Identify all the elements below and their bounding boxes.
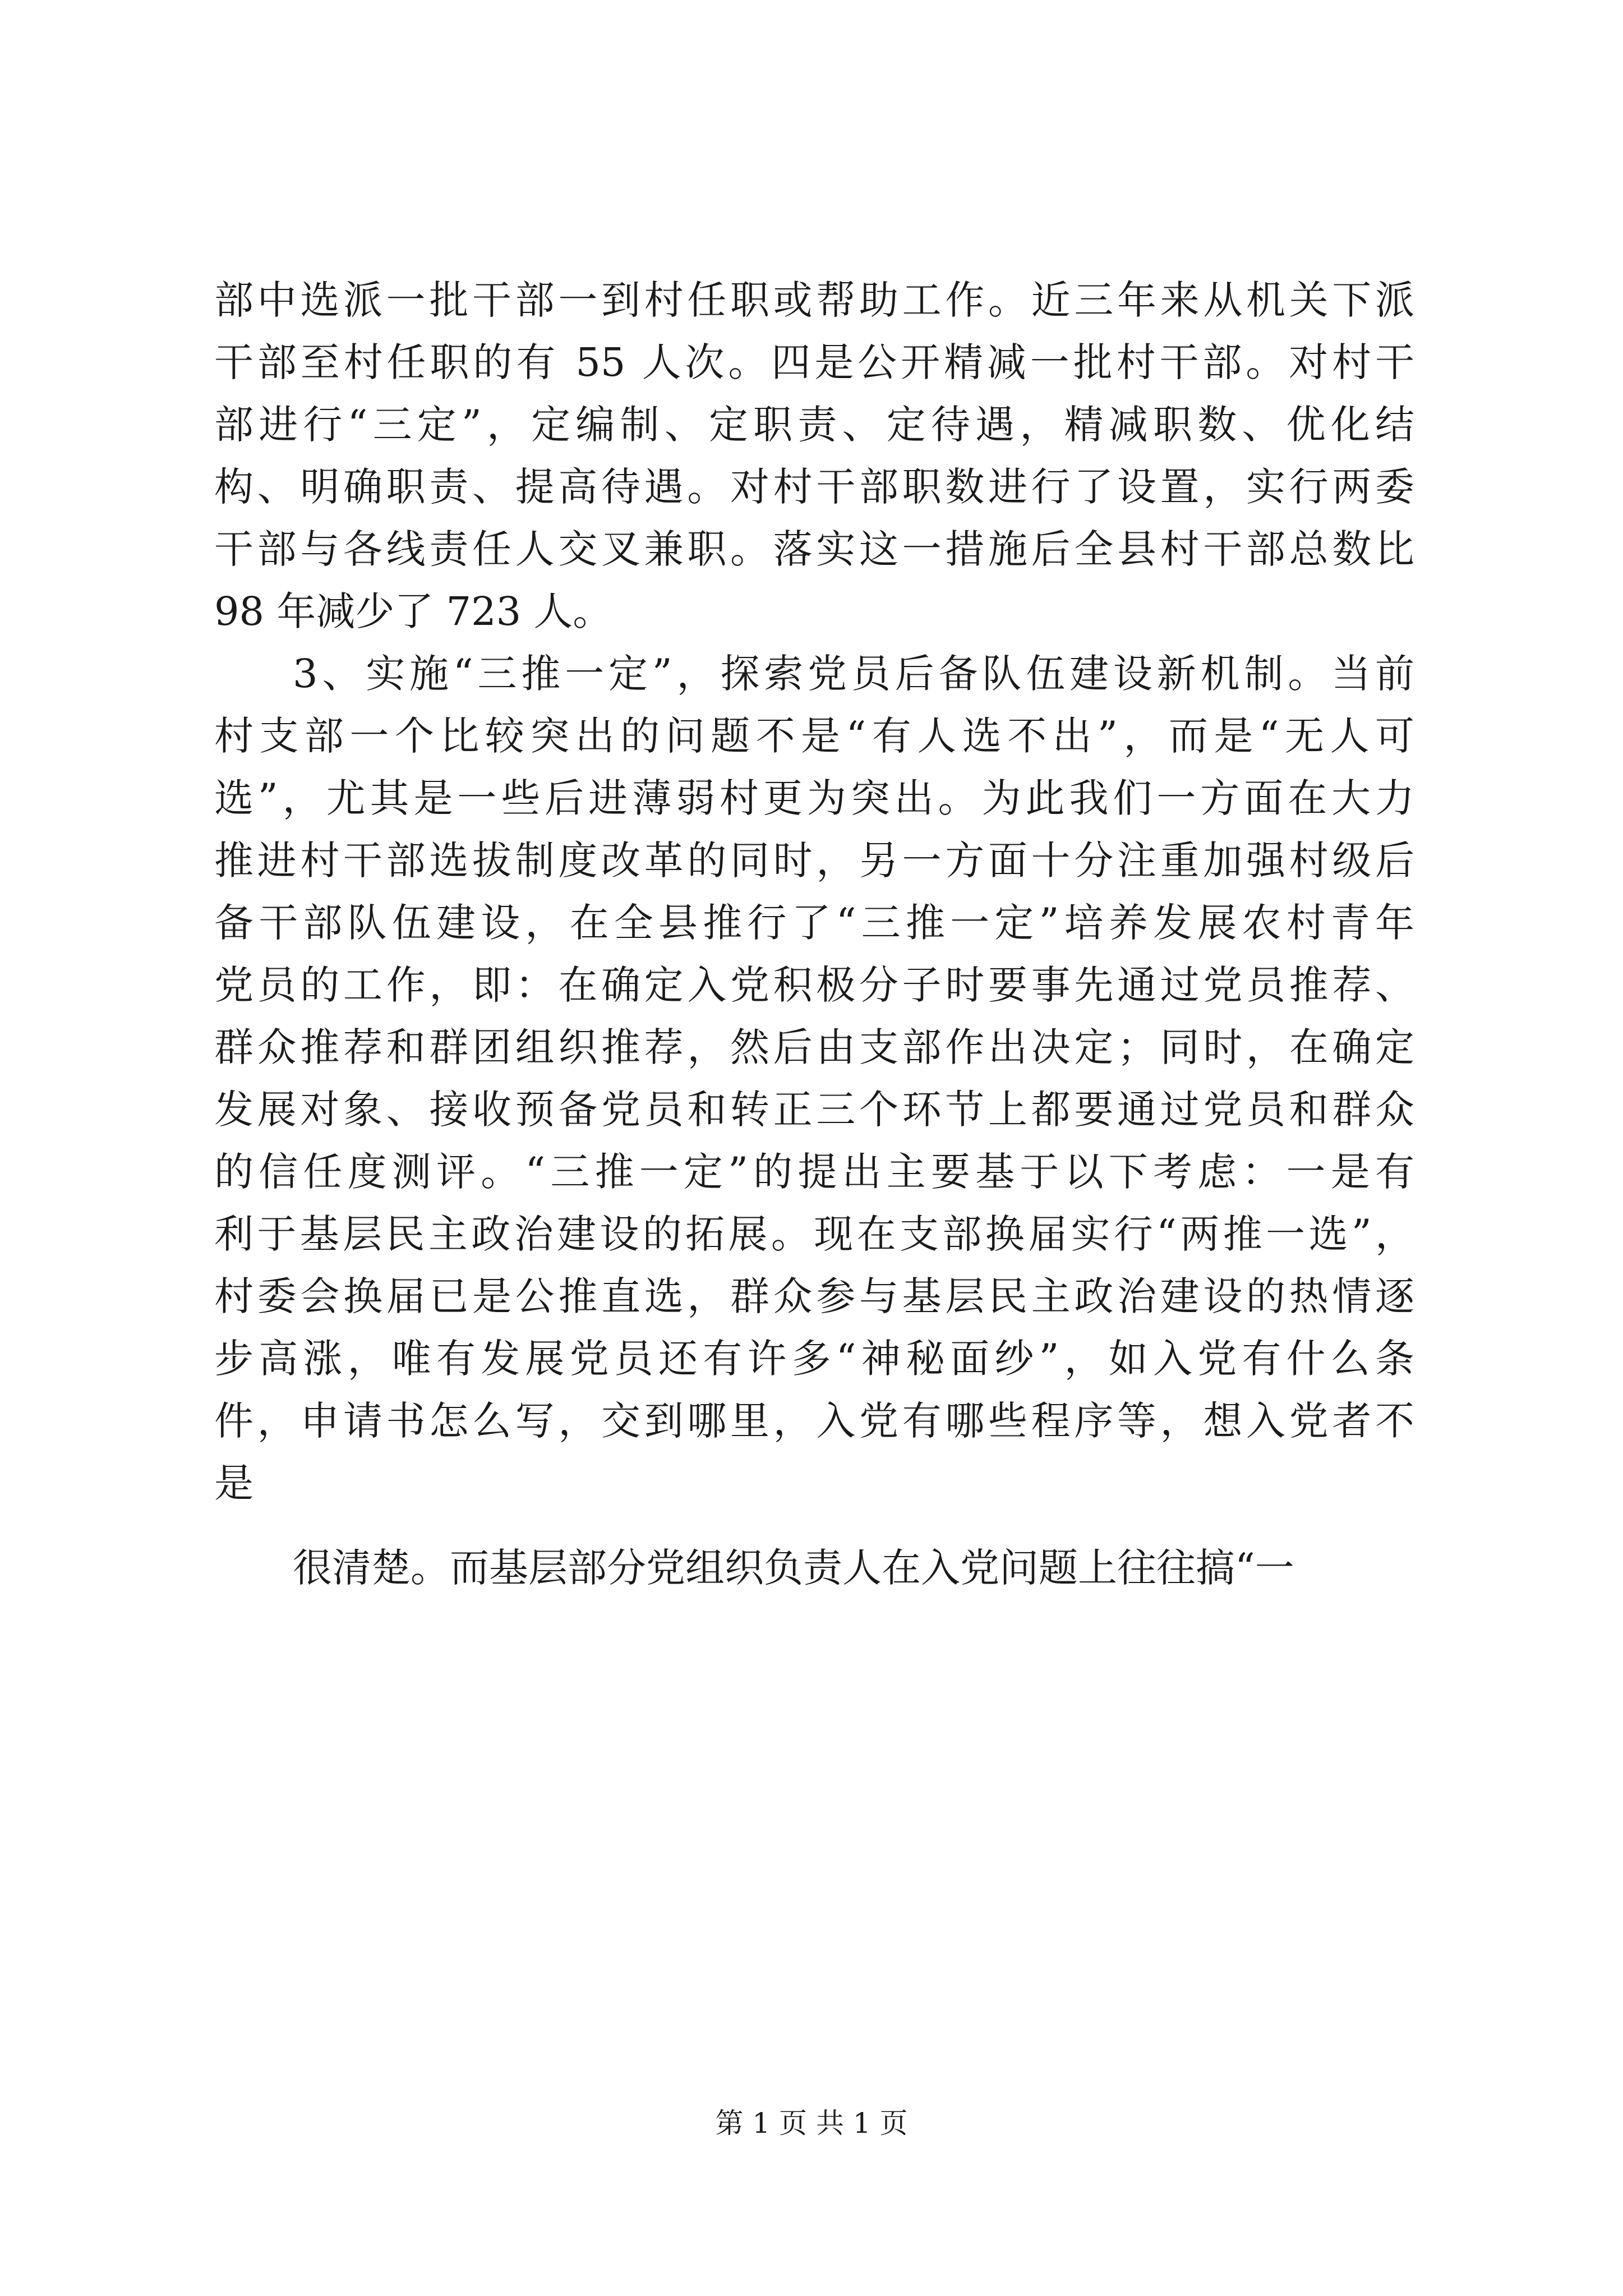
text-line: 发展对象、接收预备党员和转正三个环节上都要通过党员和群众 <box>214 1087 1414 1133</box>
text-line: 利于基层民主政治建设的拓展。现在支部换届实行“两推一选”， <box>214 1211 1414 1257</box>
text-line: 98 年减少了 723 人。 <box>214 588 612 634</box>
text-line: 件，申请书怎么写，交到哪里，入党有哪些程序等，想入党者不 <box>214 1398 1414 1444</box>
text-line: 部中选派一批干部一到村任职或帮助工作。近三年来从机关下派 <box>214 277 1414 323</box>
text-line: 选”，尤其是一些后进薄弱村更为突出。为此我们一方面在大力 <box>214 775 1414 821</box>
text-line: 构、明确职责、提高待遇。对村干部职数进行了设置，实行两委 <box>214 464 1414 510</box>
text-line: 干部与各线责任人交叉兼职。落实这一措施后全县村干部总数比 <box>214 526 1414 572</box>
text-line: 推进村干部选拔制度改革的同时，另一方面十分注重加强村级后 <box>214 838 1414 884</box>
text-line: 村支部一个比较突出的问题不是“有人选不出”，而是“无人可 <box>214 713 1414 759</box>
text-line: 村委会换届已是公推直选，群众参与基层民主政治建设的热情逐 <box>214 1273 1414 1319</box>
paragraph-gap <box>214 1515 1414 1537</box>
text-line: 的信任度测评。“三推一定”的提出主要基于以下考虑：一是有 <box>214 1149 1414 1195</box>
text-line: 很清楚。而基层部分党组织负责人在入党问题上往往搞“一 <box>293 1545 1294 1591</box>
text-line: 是 <box>214 1460 253 1506</box>
page-footer: 第 1 页 共 1 页 <box>715 2107 908 2139</box>
text-line: 3、实施“三推一定”，探索党员后备队伍建设新机制。当前 <box>293 651 1414 697</box>
text-line: 备干部队伍建设，在全县推行了“三推一定”培养发展农村青年 <box>214 900 1414 946</box>
text-line: 群众推荐和群团组织推荐，然后由支部作出决定；同时，在确定 <box>214 1024 1414 1070</box>
document-body <box>214 269 1414 1599</box>
text-line: 党员的工作，即：在确定入党积极分子时要事先通过党员推荐、 <box>214 962 1414 1008</box>
text-line: 干部至村任职的有 55 人次。四是公开精减一批村干部。对村干 <box>214 339 1414 385</box>
text-line: 步高涨，唯有发展党员还有许多“神秘面纱”，如入党有什么条 <box>214 1336 1414 1382</box>
text-line: 部进行“三定”，定编制、定职责、定待遇，精减职数、优化结 <box>214 402 1414 448</box>
